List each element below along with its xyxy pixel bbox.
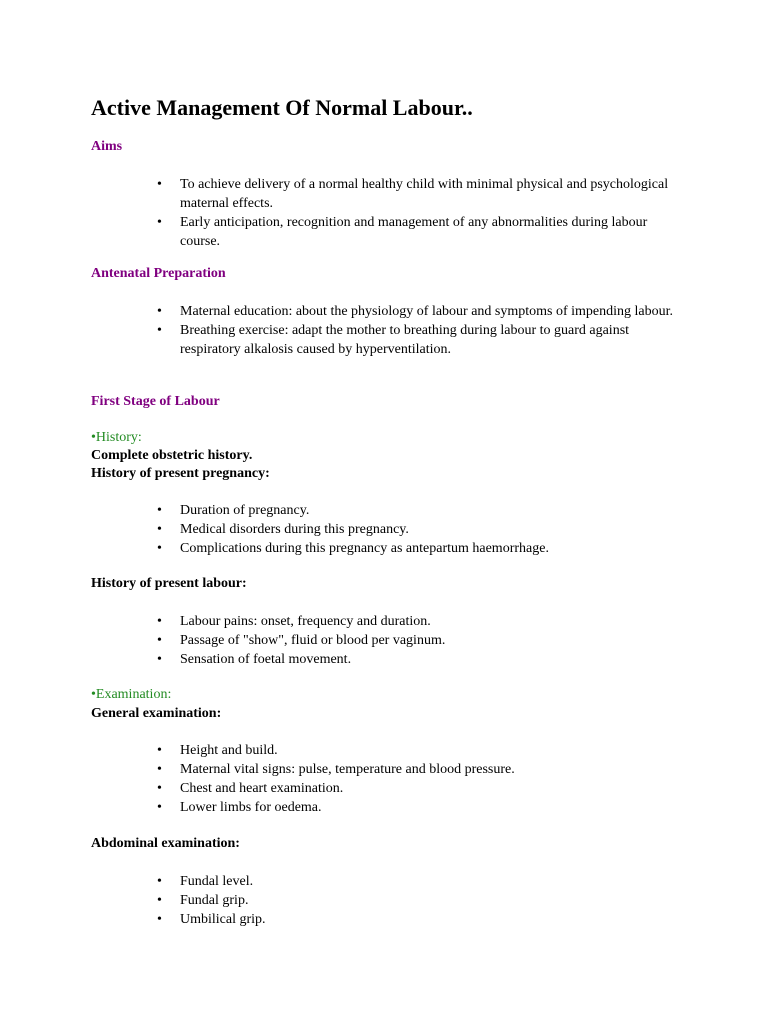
- list-item: • Maternal vital signs: pulse, temperature and blood pressure.: [157, 762, 515, 777]
- list-item: • Maternal education: about the physiology of labour and symptoms of impending labour.: [157, 304, 674, 319]
- list-item: • Breathing exercise: adapt the mother to breathing during labour to guard against respiratory alkalosis caused by hyperventilation.: [157, 323, 630, 357]
- list-item: • Sensation of foetal movement.: [157, 652, 352, 667]
- list-item: • Fundal grip.: [157, 893, 249, 908]
- general-exam-heading: General examination:: [91, 706, 222, 721]
- list-item: • Height and build.: [157, 743, 278, 758]
- bullet-icon: •: [157, 800, 162, 815]
- present-labour-heading: History of present labour:: [91, 576, 247, 591]
- abdominal-exam-heading: Abdominal examination:: [91, 836, 240, 851]
- examination-label: •Examination:: [91, 687, 172, 702]
- bullet-icon: •: [157, 323, 162, 338]
- bullet-icon: •: [157, 541, 162, 556]
- list-item: • Chest and heart examination.: [157, 781, 344, 796]
- list-item: • Complications during this pregnancy as antepartum haemorrhage.: [157, 541, 549, 556]
- bullet-icon: •: [157, 522, 162, 537]
- bullet-icon: •: [157, 304, 162, 319]
- antenatal-heading: Antenatal Preparation: [91, 266, 226, 281]
- bullet-icon: •: [157, 912, 162, 927]
- complete-obstetric-history: Complete obstetric history.: [91, 448, 253, 463]
- list-item: • Passage of "show", fluid or blood per vaginum.: [157, 633, 446, 648]
- present-pregnancy-list: [157, 501, 680, 558]
- present-pregnancy-heading: History of present pregnancy:: [91, 466, 270, 481]
- bullet-icon: •: [157, 503, 162, 518]
- bullet-icon: •: [157, 177, 162, 192]
- bullet-icon: •: [157, 893, 162, 908]
- list-item: • Fundal level.: [157, 874, 254, 889]
- list-item: • Duration of pregnancy.: [157, 503, 310, 518]
- list-item: • To achieve delivery of a normal healthy child with minimal physical and psychological maternal effects.: [157, 177, 669, 211]
- general-exam-list: [157, 741, 680, 817]
- bullet-icon: •: [157, 614, 162, 629]
- bullet-icon: •: [157, 781, 162, 796]
- bullet-icon: •: [157, 762, 162, 777]
- present-labour-list: [157, 612, 680, 669]
- first-stage-heading: First Stage of Labour: [91, 394, 220, 409]
- bullet-icon: •: [157, 633, 162, 648]
- abdominal-exam-list: [157, 872, 680, 929]
- list-item: • Early anticipation, recognition and management of any abnormalities during labour course.: [157, 215, 648, 249]
- bullet-icon: •: [157, 215, 162, 230]
- bullet-icon: •: [157, 743, 162, 758]
- page-title: Active Management Of Normal Labour..: [91, 95, 473, 120]
- list-item: • Medical disorders during this pregnancy.: [157, 522, 409, 537]
- list-item: • Lower limbs for oedema.: [157, 800, 322, 815]
- aims-heading: Aims: [91, 139, 123, 154]
- aims-list: [157, 175, 680, 251]
- bullet-icon: •: [157, 874, 162, 889]
- bullet-icon: •: [157, 652, 162, 667]
- history-label: •History:: [91, 430, 142, 445]
- list-item: • Umbilical grip.: [157, 912, 266, 927]
- list-item: • Labour pains: onset, frequency and duration.: [157, 614, 431, 629]
- antenatal-list: [157, 302, 680, 359]
